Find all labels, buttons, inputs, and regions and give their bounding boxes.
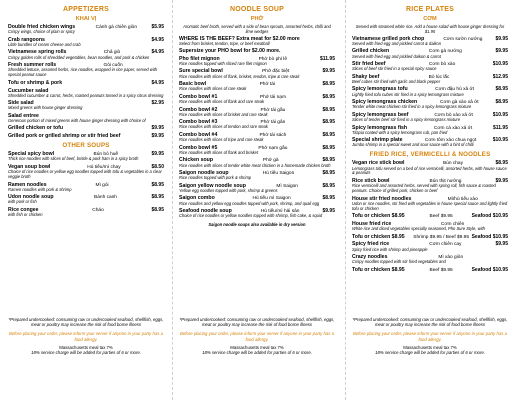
menu-item (8, 151, 164, 162)
menu-item-description: Lemongrass tofu served on a bed of rice vermicelli, assorted herbs, with house sauce & peanuts (352, 165, 507, 176)
menu-item-viet-name: Mì gói (95, 182, 109, 188)
menu-item-viet-name: Cơm tôm xào chua ngọt (424, 138, 477, 144)
menu-item (179, 183, 335, 194)
menu-item-name: Vietnamese grilled pork chop (352, 35, 425, 42)
section-subheading: PHỞ (250, 15, 264, 22)
menu-item-name: Spicy lemongrass fish (352, 124, 408, 131)
menu-item-name: Seafood noodle soup (179, 208, 232, 215)
menu-item-description: Little bundles of cream cheese and crab (8, 41, 81, 47)
menu-item-viet-name: Phở đặc biệt (262, 69, 290, 75)
menu-item-name: Vegan soup bowl (8, 163, 51, 170)
menu-item-description: Ramen noodles with pork & shrimp (8, 186, 72, 192)
menu-item-name: Cucumber salad (8, 87, 49, 94)
item-list (8, 24, 164, 139)
tax-note: Massachusetts meal tax 7% (230, 344, 284, 350)
menu-item-price: $10.95 (492, 137, 508, 144)
menu-item-price: $8.95 (322, 182, 335, 189)
menu-item-price: $12.95 (492, 73, 508, 80)
menu-item (352, 196, 508, 212)
menu-item-viet-name: Phở tái gân (260, 120, 286, 126)
fold-line (172, 0, 173, 400)
menu-item-price: $4.95 (151, 79, 164, 86)
menu-item (352, 137, 508, 148)
menu-item-price: $8.95 (151, 194, 164, 201)
menu-item (8, 37, 164, 48)
menu-item (352, 86, 508, 97)
menu-item-row (352, 234, 508, 240)
menu-item-price: $8.95 (322, 170, 335, 177)
menu-item (352, 178, 508, 194)
menu-item (179, 119, 335, 130)
menu-item-description: Select from brisket, tendon, tripe, or beef meatball (179, 40, 270, 46)
menu-item-description: Udon or rice noodles, stir fried with vegetables in house special sauce and lightly fried tofu or chicken (352, 200, 508, 211)
menu-item-viet-name: Cơm chiên cay (429, 242, 462, 248)
menu-item-description: Rice noodles with slices of brisket and rare steak (179, 111, 268, 117)
menu-item (179, 107, 335, 118)
menu-item-viet-name: Mì/hủ tiếu xào (447, 196, 478, 202)
menu-item-description: Rice noodles with slices of rare steak (179, 86, 247, 92)
menu-item (179, 81, 335, 92)
menu-item-name: Grilled chicken (352, 48, 390, 55)
menu-item-description: with pork or fish (8, 199, 37, 205)
menu-item-price: $8.95 (322, 106, 335, 113)
menu-item (8, 49, 164, 60)
menu-item-viet-name: Bún bò huế (93, 152, 119, 158)
menu-item-description: Shredded cucumber & carrot, herbs, roasted peanuts tossed in a spicy citrus dressing (8, 92, 164, 98)
menu-item-name: Shaky beef (352, 73, 380, 80)
menu-item (8, 182, 164, 193)
fold-line (345, 0, 346, 400)
menu-item-name: Combo bowl #3 (179, 119, 218, 126)
menu-item (8, 80, 164, 86)
menu-item-name: Spicy fried rice (352, 241, 390, 248)
gratuity-note: 18% service charge will be added for parties of 6 or more. (202, 350, 312, 356)
menu-item-price: $11.95 (492, 124, 508, 131)
menu-item-price: $9.95 (495, 35, 508, 42)
menu-item-price: $9.95 (151, 133, 164, 140)
menu-item (179, 94, 335, 105)
tax-note: Massachusetts meal tax 7% (59, 344, 113, 350)
menu-item-viet-name: Chả giò (103, 50, 121, 56)
menu-item-viet-name: Cơm bò xào xả ớt (434, 112, 473, 118)
menu-item-price: $2.95 (151, 100, 164, 107)
menu-item-viet-name: Bánh canh (94, 195, 117, 201)
menu-item-viet-name: Gỏi cuốn (103, 63, 123, 69)
menu-item-name: Combo bowl #2 (179, 106, 218, 113)
menu-item (179, 170, 335, 181)
menu-item-description: Rice noodles with slices of flank, brisket, tendon, tripe & rare steak (179, 73, 300, 79)
menu-item-viet-name: Hủ tiếu/mì chay (87, 164, 121, 170)
menu-item-description: Mixed greens with house ginger dressing (8, 105, 83, 111)
menu-item (8, 194, 164, 205)
menu-item-name: Tofu or chicken $8.95 (352, 266, 405, 273)
menu-item (8, 133, 164, 139)
item-list (352, 36, 508, 149)
menu-item-price: $8.95 (151, 206, 164, 213)
menu-item-viet-name: Bún thịt nướng (429, 178, 462, 184)
menu-item-viet-name: Bún chay (442, 161, 463, 167)
menu-item (8, 24, 164, 35)
menu-item-row (352, 267, 508, 273)
menu-item-name: Pho filet mignon (179, 55, 220, 62)
menu-item-name: Rice stick bowl (352, 177, 390, 184)
menu-item-viet-name: Cơm đậu hủ xả ớt (435, 87, 474, 93)
item-list (8, 151, 164, 218)
menu-item-name: Grilled chicken or tofu (8, 125, 64, 132)
menu-item (352, 241, 508, 252)
menu-item (179, 157, 335, 168)
menu-item-name: Tofu or shrimp & pork (8, 79, 63, 86)
section-heading: APPETIZERS (63, 6, 109, 13)
menu-item-name: Supersize your PHO bowl for $2.00 more. (179, 48, 281, 55)
menu-item-viet-name: Beef $9.95 (429, 267, 453, 273)
menu-item-price: $8.95 (322, 144, 335, 151)
menu-item (352, 221, 508, 232)
menu-item-name: Salad entree (8, 112, 39, 119)
menu-item-price: $8.95 (495, 160, 508, 167)
menu-item (352, 267, 508, 273)
menu-item (352, 234, 508, 240)
menu-item (352, 99, 508, 110)
menu-item-description: Rice noodles with slices of flank and rare steak (179, 99, 265, 104)
section-heading: OTHER SOUPS (62, 142, 110, 150)
section-subheading: KHAI VỊ (75, 15, 97, 22)
menu-item-viet-name: Mì xào giòn (438, 255, 464, 261)
menu-item-viet-name: Cơm chiên (440, 221, 465, 227)
menu-item-description: Rice noodles topped with sliced rare filet mignon (179, 60, 267, 66)
section-subheading: CƠM (423, 15, 437, 22)
menu-item-description: Slices of tender beef stir fried in a spicy lemongrass mixture (352, 117, 461, 123)
menu-item-price: $9.95 (151, 125, 164, 132)
menu-item-name: Saigon noodle soup (179, 170, 229, 177)
menu-item-price: $8.95 (322, 119, 335, 126)
allergy-notice: Before placing your order, please inform your server if anyone in your party has a food allergy. (8, 331, 164, 342)
menu-column-middle (179, 4, 335, 396)
menu-item-price: $9.95 (495, 48, 508, 55)
menu-item (352, 213, 508, 219)
menu-item-price: $8.95 (322, 81, 335, 88)
menu-item-viet-name: Phở bò phi lê (258, 56, 288, 62)
menu-item-name: House fried rice (352, 220, 392, 227)
menu-item-description: Tilapia coated with a spicy lemongrass rub, pan fried (352, 129, 448, 135)
menu-item-viet-name: Phở tái nạm (259, 94, 286, 100)
menu-item-viet-name: Bò lúc lắc (428, 74, 450, 80)
menu-item (352, 61, 508, 72)
menu-item-description: Lightly fried tofu cubes stir fried in a spicy lemongrass mixture (352, 91, 464, 97)
menu-item (8, 88, 164, 99)
menu-item-description: Rice noodles with slices of tripe and rare steak (179, 137, 264, 143)
menu-item-price: $8.50 (151, 163, 164, 170)
menu-item-row (8, 133, 164, 139)
menu-item-name: Crazy noodles (352, 254, 388, 261)
advisory-notice (352, 317, 508, 355)
section-heading: RICE PLATES (406, 6, 454, 13)
advisory-notice (179, 317, 335, 355)
menu-item (352, 254, 508, 265)
menu-item-row (8, 125, 164, 131)
menu-item-description: Shredded lettuce, assorted herbs, rice noodles, wrapped in rice paper, served with special peanut sauce (8, 67, 158, 78)
menu-item-description: Slices of beef stir fried in a special spicy sauce (352, 66, 437, 72)
menu-item-description: Tender white meat chicken stir fried in a spicy lemongrass mixture (352, 104, 472, 110)
menu-item-name: Spicy lemongrass beef (352, 111, 409, 118)
menu-item-name: Special spicy bowl (8, 151, 55, 158)
menu-item-description: Spicy fried rice with shrimp and pineapple (352, 246, 428, 252)
menu-item-name: Rice congee (8, 206, 39, 213)
menu-item-name: Combo bowl #1 (179, 93, 218, 100)
menu-item-description: Beef cubes stir fried with garlic and black pepper (352, 78, 441, 84)
menu-item-name: Combo bowl #4 (179, 131, 218, 138)
menu-item-price: $9.95 (495, 241, 508, 248)
menu-item (352, 160, 508, 176)
menu-item-viet-name: Hủ tiếu/mì hải sản (260, 209, 300, 215)
gratuity-note: 18% service charge will be added for parties of 6 or more. (31, 350, 141, 356)
allergy-notice: Before placing your order, please inform your server if anyone in your party has a food allergy. (352, 331, 508, 342)
item-list (179, 36, 335, 229)
menu-item-price: Seafood $10.95 (471, 213, 508, 220)
advisory-text: *Prepared undercooked: consuming raw or undercooked seafood, shellfish, eggs, meat or poultry may increase the risk of food borne illness (8, 317, 164, 328)
menu-item (8, 207, 164, 218)
menu-item-description: Served with fried egg and pickled daikon & carrot (352, 53, 441, 59)
menu-item-price: $4.95 (151, 49, 164, 56)
menu-item-viet-name: Phở tái gầu (260, 107, 286, 113)
menu-column-left (8, 4, 164, 396)
menu-item-name: Special shrimp plate (352, 137, 403, 144)
menu-item (8, 125, 164, 131)
menu-item (352, 74, 508, 85)
menu-item-name: Vegan rice stick bowl (352, 160, 405, 167)
menu-item-description: Choice of rice noodles or yellow noodles topped with shrimp, fish cake, & squid (179, 213, 323, 219)
menu-item-price: $8.95 (322, 195, 335, 202)
menu-item-name: Saigon yellow noodle soup (179, 182, 246, 189)
menu-item-viet-name: Cánh gà chiên giòn (95, 25, 137, 30)
menu-item (179, 56, 335, 67)
menu-item-name: Stir fried beef (352, 61, 386, 67)
menu-item-viet-name: Phở gà (262, 158, 279, 164)
menu-item-price: $4.95 (151, 36, 164, 43)
menu-item-name: Tofu or chicken $8.95 (352, 213, 405, 220)
tax-note: Massachusetts meal tax 7% (403, 344, 457, 350)
menu-item-viet-name: Cơm cá xào xả ớt (433, 125, 473, 131)
menu-item-price: $10.95 (492, 111, 508, 118)
menu-item-description: Crispy golden rolls of shredded vegetables, bean noodles, and pork & chicken (8, 54, 150, 60)
menu-item-name: Chicken soup (179, 157, 214, 164)
menu-item (352, 48, 508, 59)
advisory-notice (8, 317, 164, 355)
menu-item-name: Sure special bowl (179, 68, 223, 75)
menu-item-price: $8.95 (151, 181, 164, 188)
menu-item-description: Jumbo shrimp in a special sweet and sour sauce with a hint of chilli (352, 142, 474, 148)
menu-item-viet-name: Cháo (92, 207, 104, 213)
menu-item (8, 113, 164, 124)
menu-item-viet-name: Cơm gà nướng (428, 49, 462, 55)
menu-item-viet-name: Phở tái (259, 82, 275, 88)
menu-item-description: Yellow egg noodles topped with pork, shrimp & greens (179, 187, 278, 193)
menu-item-name: Double fried chicken wings (8, 24, 76, 30)
menu-item-description: Crispy wings, choice of plain or spicy (8, 29, 75, 35)
menu-item-description: Rice noodles topped with pork & shrimp (179, 175, 252, 181)
menu-item-description: Rice noodles with slices of flank and brisket (179, 149, 258, 155)
dry-version-note: Saigon noodle soups also available in dry version (208, 222, 306, 228)
menu-item-row (8, 80, 164, 86)
menu-item-name: Spicy lemongrass tofu (352, 86, 408, 93)
menu-item-name: Udon noodle soup (8, 194, 54, 201)
menu-item-name: Saigon combo (179, 195, 215, 202)
allergy-notice: Before placing your order, please inform your server if anyone in your party has a food allergy. (179, 331, 335, 342)
menu-item-name: WHERE IS THE BEEF? Extra meat for $2.00 more (179, 35, 300, 42)
menu-item-viet-name: Shrimp $9.95 / Beef $9.95 (413, 234, 469, 240)
advisory-text: *Prepared undercooked: consuming raw or undercooked seafood, shellfish, eggs, meat or poultry may increase the risk of food borne illness (179, 317, 335, 328)
menu-item-price: $8.95 (495, 99, 508, 106)
menu-item (8, 164, 164, 180)
menu-item-description: Rice noodles with slices of tendon and rare steak (179, 124, 268, 130)
menu-item-viet-name: Mì Saigon (276, 183, 298, 189)
menu-item (179, 195, 335, 206)
section-heading: FRIED RICE, VERMICELLI & NOODLES (369, 151, 491, 159)
menu-item-description: Choice of rice noodles or yellow egg noodles topped with tofu & vegetables in a clear veggie broth (8, 169, 162, 180)
menu-column-right (352, 4, 508, 396)
menu-item-price: $8.95 (322, 157, 335, 164)
menu-item (179, 68, 335, 79)
menu-item-viet-name: Beef $9.95 (429, 214, 453, 220)
gratuity-note: 18% service charge will be added for parties of 6 or more. (375, 350, 485, 356)
menu-item-viet-name: Cơm sườn nướng (443, 36, 483, 42)
menu-item (352, 125, 508, 136)
item-list (352, 160, 508, 273)
menu-item-viet-name: Cơm gà xào xả ớt (440, 100, 479, 106)
menu-item-name: Fresh summer rolls (8, 62, 57, 69)
menu-item-price: $9.95 (322, 68, 335, 75)
menu-item-price: $11.95 (319, 55, 335, 62)
menu-item-description: Rice noodles with slices of tender white meat chicken in a homemade chicken broth (179, 162, 331, 168)
menu-item-name: House stir fried noodles (352, 195, 412, 202)
menu-item (179, 36, 335, 47)
menu-item-price: $8.95 (495, 86, 508, 93)
menu-item (8, 62, 164, 78)
menu-item-row (179, 48, 335, 54)
menu-item-price: Seafood $10.95 (471, 233, 508, 240)
menu-item-name: Basic bowl (179, 81, 207, 88)
menu-item-name: Ramen noodles (8, 181, 47, 188)
section-intro: Aromatic beef broth, served with a side of bean sprouts, assorted herbs, chilli and lime wedges (183, 24, 331, 34)
menu-item-description: Generous portion of mixed greens with house ginger dressing with choice of (8, 117, 146, 123)
menu-item-viet-name: Hủ tiếu mì Saigon (252, 196, 291, 202)
menu-item-price: $9.95 (495, 177, 508, 184)
menu-item-name: Tofu or chicken $8.95 (352, 233, 405, 240)
menu-item-description: White rice and diced vegetables specially seasoned, Pho Sure Style, with (352, 226, 485, 232)
menu-item-description: Crispy noodles topped with stir fried vegetables and (352, 259, 446, 265)
menu-item (8, 100, 164, 111)
menu-item (352, 112, 508, 123)
menu-item-row (352, 213, 508, 219)
section-heading: NOODLE SOUP (230, 6, 284, 13)
section-intro: Served with steamed white rice. Add a house salad with house ginger dressing for $1.95 (355, 24, 505, 34)
menu-item-price: $8.95 (322, 131, 335, 138)
menu-item-price: $5.95 (151, 24, 164, 30)
menu-item (179, 145, 335, 156)
menu-item-name: Side salad (8, 100, 34, 107)
advisory-text: *Prepared undercooked: consuming raw or undercooked seafood, shellfish, eggs, meat or poultry may increase the risk of food borne illness (352, 317, 508, 328)
menu-item (352, 36, 508, 47)
menu-item-price: $10.95 (492, 61, 508, 67)
menu-item-name: Combo bowl #5 (179, 144, 218, 151)
menu-item-description: with fish or chicken (8, 212, 43, 218)
menu-item-name: Grilled pork or grilled shrimp or stir fried beef (8, 133, 121, 140)
menu-item-description: Served with fried egg and pickled carrot & daikon (352, 40, 441, 46)
menu-item-description: Rice vermicelli and assorted herbs, served with spring roll, fish sauce & roasted peanuts. Choice of grilled pork, chicken or beef (352, 183, 496, 194)
menu-item-viet-name: Phở nạm gầu (258, 145, 288, 151)
menu-item-price: Seafood $10.95 (471, 266, 508, 273)
menu-item-name: Vietnamese spring rolls (8, 49, 67, 56)
menu-item-name: Crab rangoons (8, 36, 45, 43)
menu-item (179, 208, 335, 219)
menu-item-price: $9.95 (151, 151, 164, 158)
menu-item-price: $9.95 (322, 208, 335, 215)
menu-item-viet-name: Phở tái sách (259, 132, 287, 138)
menu-item-viet-name: Cơm bò xào (428, 62, 456, 67)
menu-item-price: $8.95 (322, 93, 335, 100)
menu-item-description: Thick rice noodles with slices of beef, bristle & pork ham in a spicy broth (8, 156, 139, 162)
menu-item (179, 48, 335, 54)
menu-item-name: Spicy lemongrass chicken (352, 99, 418, 106)
menu-item-viet-name: Hủ tiếu Saigon (262, 171, 295, 177)
menu-item (179, 132, 335, 143)
menu-item-description: Rice noodles and yellow egg noodles topped with pork, shrimp, and quail egg (179, 200, 320, 206)
